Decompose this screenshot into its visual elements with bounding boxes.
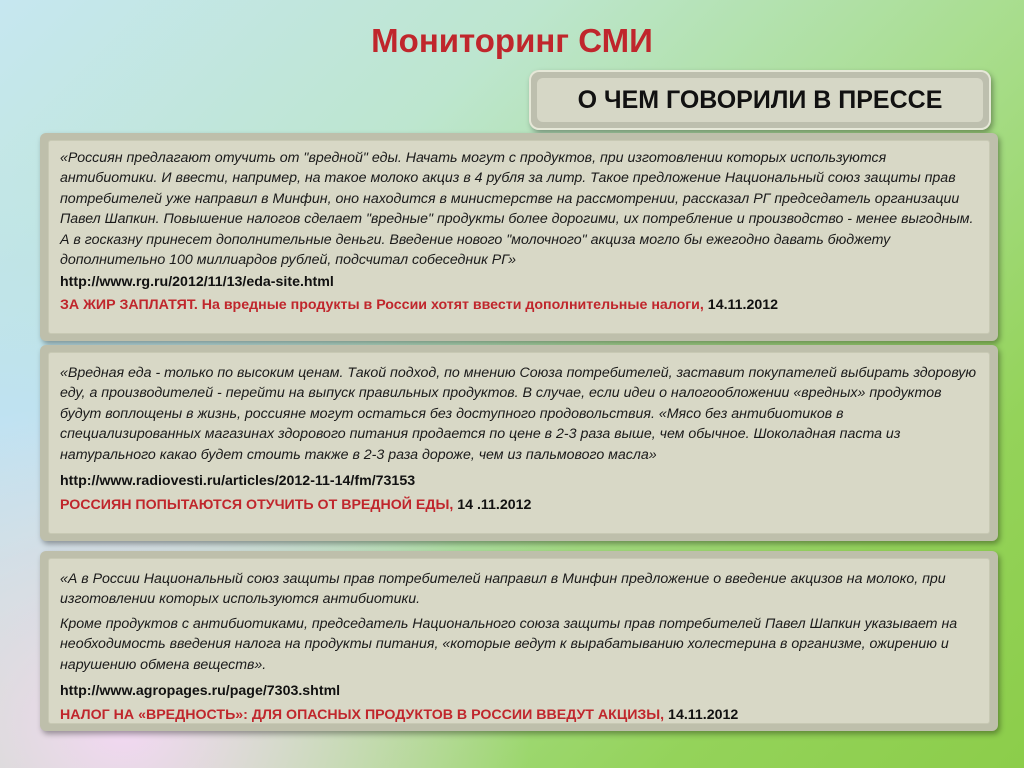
article-quote-continued: Кроме продуктов с антибиотиками, председатель Национального союза защиты прав потребителей Павел Шапкин указывает на необходимость введения налога на продукты питания, «которые ведут к вырабатыванию холестерина в организме, ожирению и нарушению обмена веществ». [60,615,958,673]
article-panel-1-content [48,140,990,334]
slide-title: Мониторинг СМИ [371,22,653,59]
article-headline [60,705,978,725]
article-link[interactable]: http://www.radiovesti.ru/articles/2012-11-14/fm/73153 [60,473,416,490]
article-panel-2-content [48,352,990,534]
article-quote: «Россиян предлагают отучить от "вредной" еды. Начать могут с продуктов, при изготовлении которых используются антибиотики. И ввести, например, на такое молоко акциз в 4 рубля за литр. Такое предложение Национальный союз защиты прав потребителей уже направил в Минфин, оно находится в министерстве на рассмотрении, рассказал РГ председатель организации Павел Шапкин. Повышение налогов сделает "вредные" продукты более дорогими, их потребление и производство - менее выгодным. А в госказну принесет дополнительные деньги. Введение нового "молочного" акциза могло бы ежегодно давать бюджету дополнительно 100 миллиардов рублей, подсчитал собеседник РГ» [60,150,974,269]
article-link[interactable]: http://www.rg.ru/2012/11/13/eda-site.html [60,274,334,291]
article-panel-2 [40,345,998,541]
article-panel-3-content [48,558,990,724]
article-date: 14.11.2012 [664,707,739,724]
subtitle-text: О ЧЕМ ГОВОРИЛИ В ПРЕССЕ [537,78,983,122]
article-headline-text: НАЛОГ НА «ВРЕДНОСТЬ»: ДЛЯ ОПАСНЫХ ПРОДУКТОВ В РОССИИ ВВЕДУТ АКЦИЗЫ, [60,707,665,724]
subtitle-box [529,70,991,130]
article-headline-text: РОССИЯН ПОПЫТАЮТСЯ ОТУЧИТЬ ОТ ВРЕДНОЙ ЕДЫ, [60,497,454,514]
article-quote: «А в России Национальный союз защиты прав потребителей направил в Минфин предложение о введение акцизов на молоко, при изготовлении которых используются антибиотики. [60,571,946,608]
article-headline-text: ЗА ЖИР ЗАПЛАТЯТ. На вредные продукты в России хотят ввести дополнительные налоги, [60,296,704,313]
article-link[interactable]: http://www.agropages.ru/page/7303.shtml [60,683,341,700]
article-headline [60,295,978,315]
article-quote: «Вредная еда - только по высоким ценам. Такой подход, по мнению Союза потребителей, заставит покупателей выбирать здоровую еду, а производителей - перейти на выпуск правильных продуктов. В случае, если идеи о налогообложении «вредных» продуктов будут воплощены в жизнь, россияне могут остаться без доступного продовольствия. «Мясо без антибиотиков в специализированных магазинах здорового питания продается по цене в 2-3 раза выше, чем обычное. Шоколадная паста из натурального какао будет стоить также в 2-3 раза дороже, чем из пальмового масла» [60,365,977,463]
article-panel-1 [40,133,998,341]
article-date: 14 .11.2012 [453,497,532,514]
article-date: 14.11.2012 [703,296,779,313]
article-headline [60,495,978,515]
article-panel-3 [40,551,998,731]
